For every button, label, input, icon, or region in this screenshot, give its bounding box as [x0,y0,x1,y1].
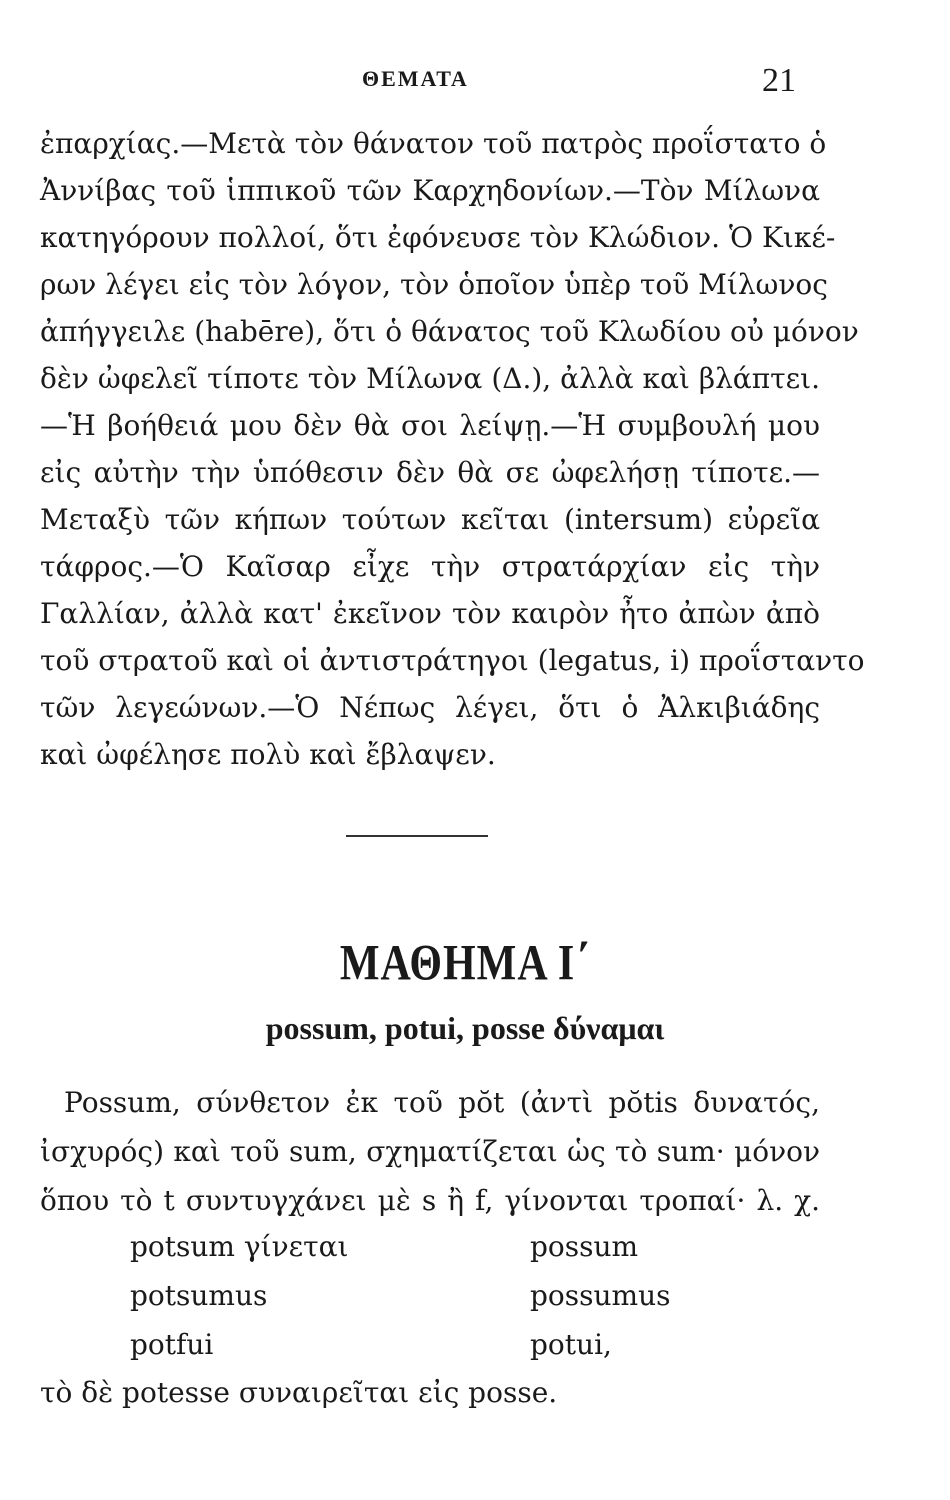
resulting-form: potui, [530,1328,612,1361]
verb-forms-table [130,1222,750,1369]
resulting-form: possumus [530,1279,671,1312]
text-line: τὸ δὲ potesse συναιρεῖται εἰς posse. [40,1376,558,1409]
text-line: ὅπου τὸ t συντυγχάνει μὲ s ἢ f, γίνονται τροπαί· λ. χ. [40,1184,820,1217]
text-line: ρων λέγει εἰς τὸν λόγον, τὸν ὁποῖον ὑπὲρ τοῦ Μίλωνος [40,268,828,301]
running-head: ΘΕΜΑΤΑ [362,66,469,91]
text-line: —Ἡ βοήθειά μου δὲν θὰ σοι λείψῃ.—Ἡ συμβουλή μου [40,409,820,442]
lesson-subtitle: possum, potui, posse δύναμαι [265,1010,665,1046]
text-line: δὲν ὠφελεῖ τίποτε τὸν Μίλωνα (Δ.), ἀλλὰ καὶ βλάπτει. [40,362,820,395]
text-line: εἰς αὐτὴν τὴν ὑπόθεσιν δὲν θὰ σε ὠφελήσῃ τίποτε.— [40,456,820,489]
lesson-title: ΜΑΘΗΜΑ Ι΄ [339,936,591,992]
lesson-intro [40,1078,820,1225]
text-line: ἐπαρχίας.—Μετὰ τὸν θάνατον τοῦ πατρὸς προΐστατο ὁ [40,127,827,160]
text-line: τοῦ στρατοῦ καὶ οἱ ἀντιστράτηγοι (legatus, i) προΐσταντο [40,644,865,677]
exercise-paragraph [40,120,865,778]
verb-form-row [130,1271,750,1320]
text-line: καὶ ὠφέλησε πολὺ καὶ ἔβλαψεν. [40,738,496,771]
section-divider [346,835,488,837]
text-line: Ἀννίβας τοῦ ἱππικοῦ τῶν Καρχηδονίων.—Τὸν Μίλωνα [40,174,820,207]
text-line: ἀπήγγειλε (habēre), ὅτι ὁ θάνατος τοῦ Κλωδίου οὐ μόνον [40,315,859,348]
text-line: κατηγόρουν πολλοί, ὅτι ἐφόνευσε τὸν Κλώδιον. Ὁ Κικέ- [40,221,836,254]
text-line: Γαλλίαν, ἀλλὰ κατ' ἐκεῖνον τὸν καιρὸν ἦτο ἀπὼν ἀπὸ [40,597,820,630]
text-line: τάφρος.—Ὁ Καῖσαρ εἶχε τὴν στρατάρχίαν εἰς τὴν [40,550,820,583]
verb-form-row [130,1222,750,1271]
text-line: τῶν λεγεώνων.—Ὁ Νέπως λέγει, ὅτι ὁ Ἀλκιβιάδης [40,691,820,724]
page-number: 21 [762,62,796,99]
original-form: potfui [130,1328,214,1361]
original-form: potsum γίνεται [130,1230,349,1263]
verb-form-row [130,1320,750,1369]
text-line: Possum, σύνθετον ἐκ τοῦ pŏt (ἀντὶ pŏtis δυνατός, [64,1086,820,1119]
text-line: ἰσχυρός) καὶ τοῦ sum, σχηματίζεται ὡς τὸ sum· μόνον [40,1135,820,1168]
original-form: potsumus [130,1279,268,1312]
text-line: Μεταξὺ τῶν κήπων τούτων κεῖται (intersum) εὐρεῖα [40,503,820,536]
resulting-form: possum [530,1230,639,1263]
